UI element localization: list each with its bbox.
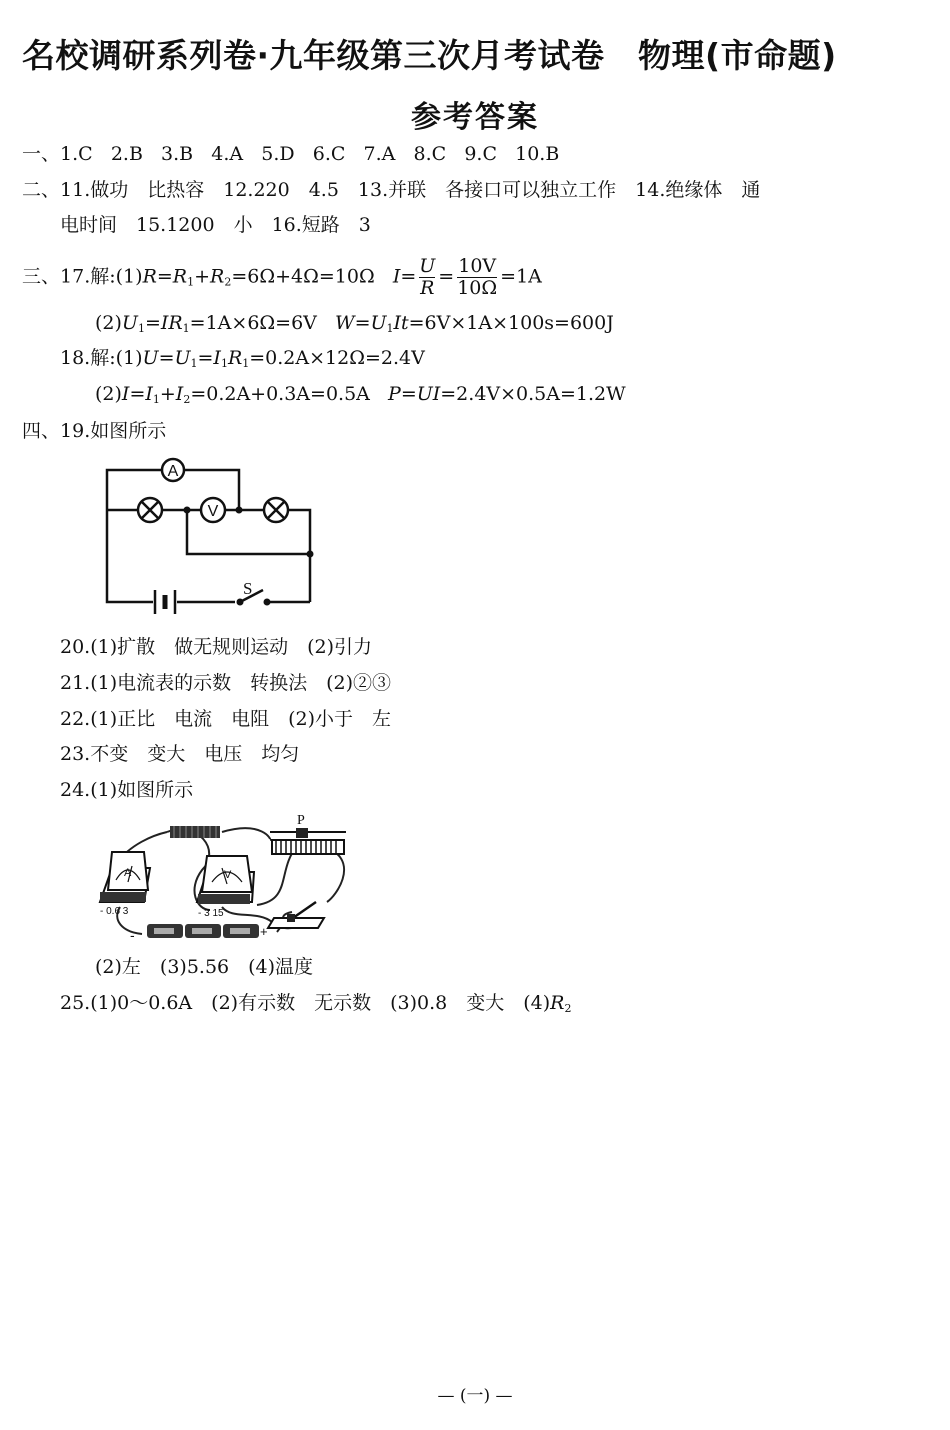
circuit-diagram [95, 452, 325, 617]
resistor-coil [170, 826, 220, 838]
page-title: 名校调研系列卷·九年级第三次月考试卷 物理(市命题) [22, 36, 837, 75]
q19-label: 四、19.如图所示 [22, 420, 167, 442]
svg-text:- 3 15: - 3 15 [198, 908, 224, 919]
q25-answer: 25.(1)0～0.6A (2)有示数 无示数 (3)0.8 变大 $(4)R_2$ [60, 992, 572, 1015]
fraction-10v-over-10ohm: $\frac{10V}{10\Omega}$ [457, 255, 498, 299]
q18-part2: $(2)I=I_1+I_2=0.2A+0.3A=0.5A$ P=UI=2.4V×0.5A=1.2W [95, 383, 626, 406]
page-number: — (一) — [437, 1386, 513, 1406]
q17-part1: 三、17.解$:(1)R=R_1+R_2=6\Omega+4\Omega=10\Omega$ I= $\frac{U}{R}$ = $\frac{10V}{10\Omega}$ =1A [22, 255, 542, 299]
fraction-u-over-r: $\frac{U}{R}$ [419, 255, 436, 299]
switch-symbol [237, 579, 271, 606]
battery-pack [130, 924, 268, 943]
section2-line1: 二、11.做功 比热容 12.220 4.5 13.并联 各接口可以独立工作 14.绝缘体 通 [22, 179, 761, 201]
svg-text:A: A [124, 867, 132, 879]
physical-circuit-figure [92, 810, 357, 945]
svg-text:P: P [297, 813, 305, 828]
section2-line2: 电时间 15.1200 小 16.短路 3 [60, 214, 371, 236]
subject-label: 物理(市命题) [638, 36, 837, 75]
q18-part1: 18.解$:(1)U=U_1=I_1R_1=0.2A\times 12\Omega=2.4V$ [60, 347, 425, 370]
q20-answer: 20.(1)扩散 做无规则运动 (2)引力 [60, 636, 373, 658]
q17-part2: $(2)U_1=IR_1=1A\times 6\Omega=6V$ $W=U_1It=6V\times 1A\times 100s=600J$ [95, 312, 614, 335]
ammeter-symbol [162, 459, 184, 481]
q24-answer-rest: (2)左 (3)5.56 (4)温度 [95, 956, 314, 978]
ammeter-device [100, 852, 150, 917]
q24-label: 24.(1)如图所示 [60, 779, 194, 801]
svg-text:V: V [224, 869, 232, 881]
svg-text:-: - [130, 927, 135, 943]
rheostat [270, 813, 346, 854]
voltmeter-symbol [201, 498, 225, 522]
q23-answer: 23.不变 变大 电压 均匀 [60, 743, 300, 765]
lamp-1-symbol [138, 498, 162, 522]
svg-text:+: + [260, 924, 268, 939]
svg-text:S: S [243, 579, 253, 598]
battery-symbol [155, 590, 175, 614]
svg-text:V: V [207, 503, 219, 520]
q21-answer: 21.(1)电流表的示数 转换法 (2)②③ [60, 672, 392, 694]
knife-switch [268, 902, 324, 928]
lamp-2-symbol [264, 498, 288, 522]
svg-text:- 0.6 3: - 0.6 3 [100, 906, 129, 917]
svg-text:A: A [167, 463, 179, 480]
section1-answers: 一、1.C 2.B 3.B 4.A 5.D 6.C 7.A 8.C 9.C 10.B [22, 143, 560, 165]
answer-key-heading: 参考答案 [411, 100, 539, 135]
q22-answer: 22.(1)正比 电流 电阻 (2)小于 左 [60, 708, 392, 730]
